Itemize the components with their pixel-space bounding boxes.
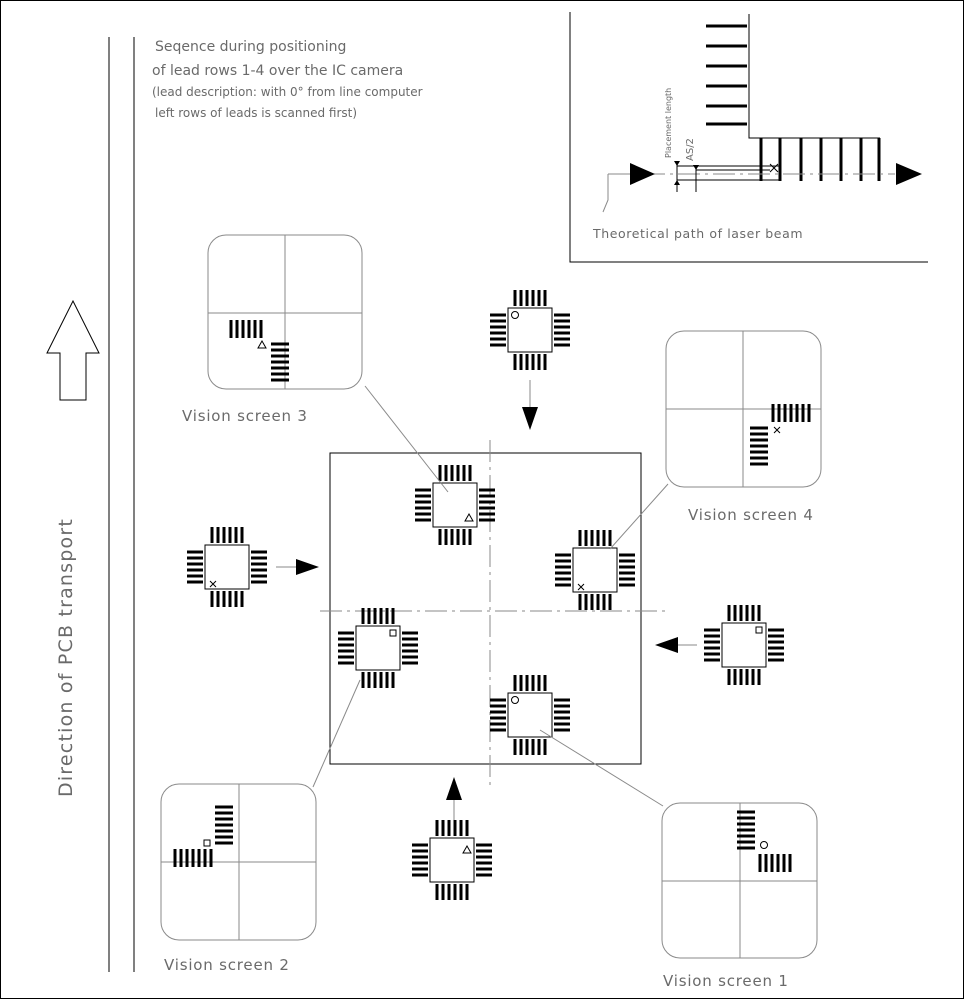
chip-approach-left [187, 527, 267, 607]
laser-inset [570, 12, 928, 262]
chip-center-top [415, 465, 495, 545]
arrow-left-icon [655, 637, 678, 653]
leader-screen-1 [540, 730, 663, 806]
x-marker-icon [774, 427, 780, 433]
chip-center-right [555, 530, 635, 610]
intro-line-3: (lead description: with 0° from line computer [152, 85, 423, 99]
placement-length-label: Placement length [664, 87, 673, 158]
arrow-down-icon [522, 407, 538, 430]
chip-center-left [338, 608, 418, 688]
chip-center-bottom [490, 675, 570, 755]
intro-line-1: Seqence during positioning [155, 39, 347, 55]
leader-screen-4 [610, 484, 668, 549]
outer-frame [1, 1, 964, 999]
intro-line-2: of lead rows 1-4 over the IC camera [152, 63, 404, 79]
laser-path-label: Theoretical path of laser beam [593, 226, 804, 241]
square-marker-icon [204, 840, 210, 846]
laser-arrow-end-icon [896, 163, 922, 185]
vision-screen-4 [610, 331, 821, 549]
transport-label: Direction of PCB transport [55, 517, 77, 797]
lead-row-vertical [706, 26, 747, 124]
dimension-lines [677, 166, 780, 180]
vision-screen-1 [540, 730, 817, 990]
intro-line-4: left rows of leads is scanned first) [155, 106, 358, 120]
vision-screen-3-label: Vision screen 3 [182, 407, 308, 425]
vision-screen-2-label: Vision screen 2 [164, 956, 290, 974]
vision-screen-1-label: Vision screen 1 [663, 972, 789, 990]
arrow-up-icon [446, 777, 462, 800]
intro-text [152, 39, 423, 120]
lead-row-horizontal [761, 138, 879, 181]
vision-screen-4-label: Vision screen 4 [688, 506, 814, 524]
laser-leader [603, 174, 608, 212]
inset-body-corner [749, 14, 880, 138]
leader-screen-2 [313, 680, 360, 787]
approach-arrows [276, 380, 697, 820]
dimension-arrows-icon [674, 161, 699, 185]
chip-approach-top [490, 290, 570, 370]
x-marker-icon [770, 164, 778, 172]
circle-marker-icon [761, 842, 768, 849]
laser-arrow-start-icon [630, 163, 655, 185]
chip-approach-right [704, 605, 784, 685]
up-arrow-icon [47, 301, 99, 400]
leader-screen-3 [365, 386, 448, 492]
camera-field [330, 453, 641, 764]
as-half-label: AS/2 [685, 138, 696, 161]
arrow-right-icon [296, 559, 319, 575]
triangle-marker-icon [258, 341, 266, 348]
chip-approach-bottom [412, 820, 492, 900]
